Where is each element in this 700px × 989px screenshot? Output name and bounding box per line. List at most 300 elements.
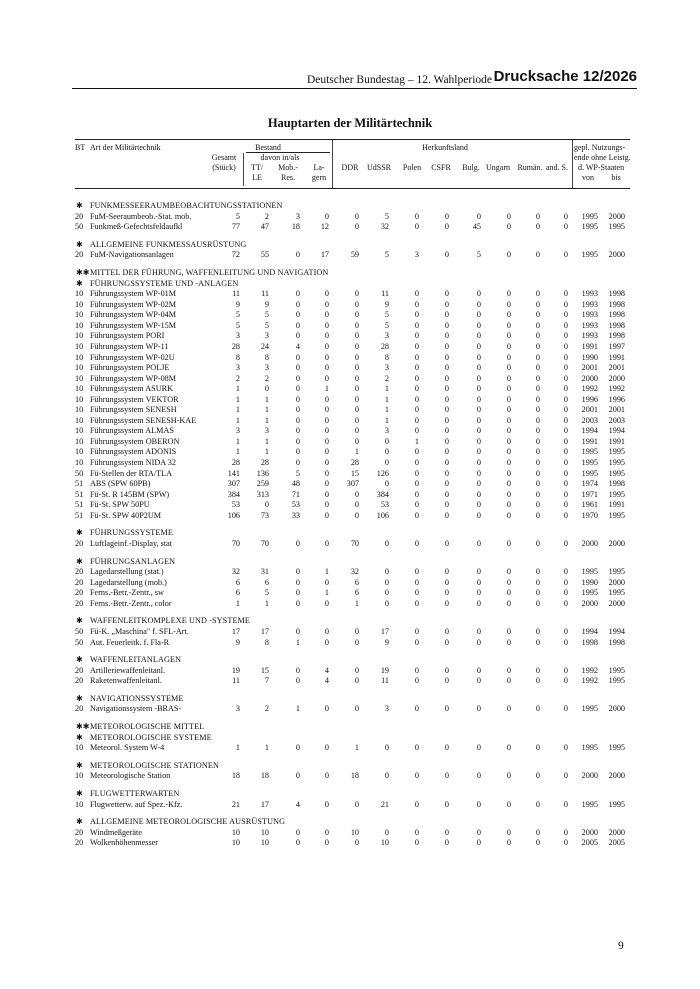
section-marker: ✱ xyxy=(76,278,83,288)
row-bt: 10 xyxy=(75,363,84,372)
table-row xyxy=(0,703,640,714)
row-value: 0 xyxy=(414,341,419,351)
row-value: 0 xyxy=(444,743,449,753)
table-row xyxy=(0,510,640,521)
row-value: 0 xyxy=(506,352,511,362)
section-row xyxy=(0,721,640,732)
row-value: 0 xyxy=(414,567,419,577)
row-value: 0 xyxy=(414,799,419,809)
row-value: 1 xyxy=(264,436,269,446)
row-value: 0 xyxy=(324,373,329,383)
row-value: 0 xyxy=(535,341,540,351)
row-value: 1990 xyxy=(581,577,598,587)
row-value: 6 xyxy=(354,588,359,598)
row-value: 21 xyxy=(231,799,240,809)
row-value: 0 xyxy=(414,598,419,608)
row-value: 2000 xyxy=(608,598,625,608)
row-value: 0 xyxy=(324,704,329,714)
row-value: 0 xyxy=(295,827,300,837)
row-value: 3 xyxy=(235,704,240,714)
row-value: 0 xyxy=(384,743,389,753)
row-bt: 20 xyxy=(75,538,84,548)
row-value: 1993 xyxy=(581,310,598,320)
row-value: 0 xyxy=(563,458,568,467)
row-value: 1961 xyxy=(581,500,598,510)
row-value: 2 xyxy=(264,211,269,221)
row-value: 2001 xyxy=(608,405,625,415)
row-value: 0 xyxy=(506,211,511,221)
row-value: 6 xyxy=(354,577,359,587)
row-value: 0 xyxy=(295,838,300,848)
row-value: 0 xyxy=(295,567,300,577)
row-bt: 20 xyxy=(75,567,84,577)
row-value: 1991 xyxy=(581,341,598,351)
row-value: 17 xyxy=(320,250,329,260)
table-row xyxy=(0,341,640,352)
row-value: 1998 xyxy=(608,289,625,299)
row-value: 0 xyxy=(563,373,568,383)
table-row xyxy=(0,249,640,260)
row-value: 0 xyxy=(414,299,419,309)
row-bt: 10 xyxy=(75,799,84,809)
row-value: 0 xyxy=(295,426,300,436)
row-value: 2000 xyxy=(581,373,598,383)
row-bt: 10 xyxy=(75,743,84,753)
row-value: 1995 xyxy=(581,743,598,753)
header-rule xyxy=(72,88,637,89)
row-value: 1998 xyxy=(608,331,625,341)
row-value: 70 xyxy=(231,538,240,548)
row-value: 8 xyxy=(264,637,269,647)
row-value: 6 xyxy=(264,577,269,587)
header-lagern-1: La- xyxy=(313,163,325,172)
row-value: 0 xyxy=(384,567,389,577)
row-value: 0 xyxy=(354,415,359,425)
row-label: Führungssystem SENESH xyxy=(90,405,177,415)
row-value: 2000 xyxy=(608,250,625,260)
row-value: 0 xyxy=(444,363,449,372)
row-value: 0 xyxy=(476,289,481,299)
row-value: 0 xyxy=(506,567,511,577)
row-value: 0 xyxy=(563,436,568,446)
row-value: 0 xyxy=(354,489,359,499)
row-value: 1 xyxy=(235,394,240,404)
row-value: 1 xyxy=(264,405,269,415)
row-value: 0 xyxy=(535,538,540,548)
row-value: 0 xyxy=(444,299,449,309)
row-value: 0 xyxy=(563,637,568,647)
row-value: 1993 xyxy=(581,289,598,299)
row-value: 31 xyxy=(260,567,269,577)
row-value: 0 xyxy=(563,500,568,510)
row-value: 0 xyxy=(535,211,540,221)
row-value: 1 xyxy=(324,588,329,598)
row-value: 0 xyxy=(563,567,568,577)
section-marker: ✱✱ xyxy=(76,722,90,732)
row-value: 32 xyxy=(350,567,359,577)
row-value: 33 xyxy=(291,510,300,520)
row-value: 0 xyxy=(414,827,419,837)
row-value: 0 xyxy=(295,405,300,415)
row-value: 0 xyxy=(535,299,540,309)
header-bestand: Bestand xyxy=(255,143,281,152)
row-label: Funkmeß-Gefechtsfeldaufkl xyxy=(90,222,183,232)
row-value: 307 xyxy=(346,479,359,489)
row-value: 1 xyxy=(264,447,269,457)
row-value: 5 xyxy=(384,310,389,320)
row-value: 0 xyxy=(444,510,449,520)
header-polen: Polen xyxy=(402,163,422,172)
row-value: 126 xyxy=(376,468,389,478)
row-value: 0 xyxy=(506,320,511,330)
row-value: 106 xyxy=(227,510,240,520)
row-value: 0 xyxy=(506,577,511,587)
section-row xyxy=(0,239,640,250)
row-label: Ferns.-Betr.-Zentr., color xyxy=(90,598,172,608)
row-value: 0 xyxy=(506,479,511,489)
row-value: 0 xyxy=(414,704,419,714)
row-value: 2 xyxy=(264,704,269,714)
row-value: 0 xyxy=(563,468,568,478)
table-row xyxy=(0,436,640,447)
row-value: 0 xyxy=(295,384,300,394)
row-value: 1 xyxy=(235,447,240,457)
row-value: 2000 xyxy=(608,827,625,837)
row-label: Führungssystem WP-15M xyxy=(90,320,177,330)
row-value: 0 xyxy=(324,743,329,753)
row-value: 21 xyxy=(380,799,389,809)
row-value: 0 xyxy=(563,838,568,848)
row-value: 0 xyxy=(476,489,481,499)
row-value: 5 xyxy=(264,588,269,598)
row-value: 0 xyxy=(506,289,511,299)
table-row xyxy=(0,446,640,457)
row-value: 0 xyxy=(563,289,568,299)
row-value: 0 xyxy=(563,211,568,221)
row-value: 1995 xyxy=(608,588,625,598)
header-lagern-2: gern xyxy=(311,173,327,182)
row-value: 0 xyxy=(414,405,419,415)
row-value: 3 xyxy=(264,426,269,436)
table-row xyxy=(0,538,640,549)
row-value: 0 xyxy=(324,299,329,309)
row-value: 24 xyxy=(260,341,269,351)
row-value: 1994 xyxy=(581,426,598,436)
row-value: 0 xyxy=(444,320,449,330)
row-value: 10 xyxy=(231,827,240,837)
row-value: 0 xyxy=(476,320,481,330)
row-value: 0 xyxy=(295,588,300,598)
row-value: 0 xyxy=(354,394,359,404)
row-value: 3 xyxy=(384,363,389,372)
row-value: 1992 xyxy=(581,384,598,394)
row-bt: 10 xyxy=(75,331,84,341)
section-row xyxy=(0,760,640,771)
header-mob-1: Mob.- xyxy=(278,163,298,172)
row-label: Lagedarstellung (mob.) xyxy=(90,577,167,587)
row-value: 0 xyxy=(506,838,511,848)
row-value: 0 xyxy=(295,676,300,686)
row-value: 2000 xyxy=(608,211,625,221)
table-row xyxy=(0,383,640,394)
row-value: 1 xyxy=(354,743,359,753)
row-value: 0 xyxy=(444,341,449,351)
row-label: Raketenwaffenleitanl. xyxy=(90,676,162,686)
row-value: 9 xyxy=(384,299,389,309)
row-value: 0 xyxy=(506,538,511,548)
row-value: 0 xyxy=(535,373,540,383)
row-value: 0 xyxy=(506,394,511,404)
row-value: 0 xyxy=(414,468,419,478)
row-value: 1995 xyxy=(581,211,598,221)
row-value: 0 xyxy=(444,799,449,809)
row-label: Fü-St. R 145BM (SPW) xyxy=(90,489,170,499)
row-value: 1992 xyxy=(581,665,598,675)
row-value: 0 xyxy=(563,341,568,351)
row-value: 0 xyxy=(414,394,419,404)
row-value: 0 xyxy=(476,676,481,686)
row-value: 0 xyxy=(535,468,540,478)
header-gesamt-1: Gesamt xyxy=(211,153,237,162)
row-value: 0 xyxy=(295,743,300,753)
row-value: 1995 xyxy=(608,743,625,753)
row-value: 0 xyxy=(535,415,540,425)
row-value: 1995 xyxy=(608,676,625,686)
row-value: 1 xyxy=(295,704,300,714)
row-value: 3 xyxy=(235,363,240,372)
row-value: 1998 xyxy=(608,479,625,489)
row-value: 1 xyxy=(324,384,329,394)
row-value: 2003 xyxy=(608,415,625,425)
row-value: 0 xyxy=(354,331,359,341)
section-row xyxy=(0,556,640,567)
row-value: 0 xyxy=(444,827,449,837)
row-value: 1991 xyxy=(608,500,625,510)
row-value: 1996 xyxy=(581,394,598,404)
row-value: 70 xyxy=(350,538,359,548)
row-value: 3 xyxy=(235,331,240,341)
row-value: 0 xyxy=(563,577,568,587)
row-bt: 50 xyxy=(75,468,84,478)
row-value: 0 xyxy=(354,676,359,686)
row-value: 0 xyxy=(476,743,481,753)
row-value: 2003 xyxy=(581,415,598,425)
table-row xyxy=(0,362,640,373)
row-value: 1991 xyxy=(608,436,625,446)
row-value: 1991 xyxy=(581,436,598,446)
row-value: 0 xyxy=(476,799,481,809)
row-value: 3 xyxy=(384,704,389,714)
section-row xyxy=(0,527,640,538)
row-value: 4 xyxy=(295,799,300,809)
row-value: 0 xyxy=(535,489,540,499)
row-value: 3 xyxy=(264,331,269,341)
row-value: 0 xyxy=(476,588,481,598)
header-gesamt-2: (Stück) xyxy=(212,163,236,172)
row-value: 0 xyxy=(324,799,329,809)
row-value: 0 xyxy=(444,838,449,848)
row-value: 0 xyxy=(444,704,449,714)
row-value: 106 xyxy=(376,510,389,520)
header-bis: bis xyxy=(611,173,621,182)
row-value: 0 xyxy=(414,222,419,232)
section-row xyxy=(0,816,640,827)
bestand-divider xyxy=(332,140,333,188)
row-value: 0 xyxy=(535,500,540,510)
row-value: 4 xyxy=(324,665,329,675)
section-label: FÜHRUNGSSYSTEME xyxy=(90,528,173,538)
row-value: 0 xyxy=(384,538,389,548)
row-value: 0 xyxy=(384,436,389,446)
section-marker: ✱ xyxy=(76,528,83,538)
row-bt: 50 xyxy=(75,627,84,636)
row-value: 0 xyxy=(444,373,449,383)
row-value: 0 xyxy=(535,394,540,404)
row-label: ABS (SPW 60PB) xyxy=(90,479,151,489)
header-udssr: UdSSR xyxy=(366,163,391,172)
table-row xyxy=(0,415,640,426)
row-value: 0 xyxy=(563,627,568,636)
section-label: METEOROLOGISCHE SYSTEME xyxy=(90,732,212,742)
row-value: 0 xyxy=(506,373,511,383)
row-bt: 20 xyxy=(75,827,84,837)
table-row xyxy=(0,352,640,363)
row-value: 2005 xyxy=(608,838,625,848)
row-value: 0 xyxy=(444,598,449,608)
row-value: 0 xyxy=(444,500,449,510)
row-value: 0 xyxy=(563,598,568,608)
row-value: 0 xyxy=(444,468,449,478)
row-value: 0 xyxy=(535,510,540,520)
row-value: 0 xyxy=(324,363,329,372)
row-label: Windmeßgeräte xyxy=(90,827,142,837)
table-row xyxy=(0,320,640,331)
row-label: Fü-Stellen der RTA/TLA xyxy=(90,468,173,478)
row-value: 0 xyxy=(444,637,449,647)
section-label: METEOROLOGISCHE MITTEL xyxy=(90,722,205,732)
row-value: 0 xyxy=(444,665,449,675)
row-value: 0 xyxy=(506,426,511,436)
row-value: 0 xyxy=(295,415,300,425)
row-value: 1 xyxy=(354,598,359,608)
row-value: 0 xyxy=(563,415,568,425)
row-value: 307 xyxy=(227,479,240,489)
row-value: 3 xyxy=(384,426,389,436)
row-value: 1995 xyxy=(608,447,625,457)
row-value: 1 xyxy=(235,598,240,608)
row-value: 0 xyxy=(295,250,300,260)
row-value: 0 xyxy=(414,426,419,436)
row-value: 1 xyxy=(384,405,389,415)
row-value: 1995 xyxy=(608,799,625,809)
row-value: 0 xyxy=(506,341,511,351)
row-value: 10 xyxy=(231,838,240,848)
row-value: 2 xyxy=(235,373,240,383)
row-label: Aut. Feuerleitk. f. Fla-R xyxy=(90,637,170,647)
row-value: 0 xyxy=(535,704,540,714)
table-row xyxy=(0,478,640,489)
row-value: 0 xyxy=(535,320,540,330)
row-value: 72 xyxy=(231,250,240,260)
row-value: 0 xyxy=(563,352,568,362)
row-value: 0 xyxy=(535,627,540,636)
row-value: 0 xyxy=(563,222,568,232)
row-bt: 10 xyxy=(75,341,84,351)
row-value: 0 xyxy=(324,341,329,351)
row-label: Führungssystem SENESH-KAE xyxy=(90,415,197,425)
row-value: 2001 xyxy=(608,363,625,372)
section-marker: ✱ xyxy=(76,616,83,626)
row-value: 45 xyxy=(472,222,481,232)
row-value: 0 xyxy=(563,799,568,809)
section-row xyxy=(0,654,640,665)
row-value: 0 xyxy=(535,676,540,686)
row-value: 0 xyxy=(295,458,300,467)
row-value: 1 xyxy=(384,384,389,394)
row-value: 2 xyxy=(384,373,389,383)
section-label: FLUGWETTERWARTEN xyxy=(90,789,180,798)
row-bt: 10 xyxy=(75,289,84,299)
row-value: 0 xyxy=(476,771,481,781)
row-value: 0 xyxy=(354,352,359,362)
row-bt: 51 xyxy=(75,510,84,520)
row-value: 0 xyxy=(324,458,329,467)
row-value: 1 xyxy=(384,394,389,404)
row-value: 0 xyxy=(354,405,359,415)
row-value: 0 xyxy=(506,299,511,309)
row-value: 0 xyxy=(563,447,568,457)
row-value: 0 xyxy=(354,363,359,372)
row-value: 0 xyxy=(384,827,389,837)
row-value: 0 xyxy=(414,500,419,510)
row-value: 1998 xyxy=(608,320,625,330)
row-value: 17 xyxy=(260,799,269,809)
row-value: 0 xyxy=(535,637,540,647)
row-bt: 51 xyxy=(75,489,84,499)
row-value: 1998 xyxy=(608,310,625,320)
row-value: 0 xyxy=(444,384,449,394)
table-row xyxy=(0,742,640,753)
row-label: Wolkenhöhenmesser xyxy=(90,838,159,848)
row-value: 1 xyxy=(354,447,359,457)
row-value: 0 xyxy=(563,331,568,341)
row-value: 1995 xyxy=(581,704,598,714)
header-ands: and. S. xyxy=(546,163,568,172)
row-value: 5 xyxy=(235,310,240,320)
table-row xyxy=(0,499,640,510)
row-value: 53 xyxy=(380,500,389,510)
row-value: 0 xyxy=(414,577,419,587)
row-value: 1998 xyxy=(608,299,625,309)
row-value: 0 xyxy=(414,415,419,425)
row-value: 0 xyxy=(414,665,419,675)
section-row xyxy=(0,278,640,289)
row-value: 1995 xyxy=(608,468,625,478)
row-value: 0 xyxy=(476,468,481,478)
row-value: 0 xyxy=(295,299,300,309)
row-value: 0 xyxy=(444,352,449,362)
row-value: 0 xyxy=(414,458,419,467)
row-value: 0 xyxy=(354,320,359,330)
table-top-rule xyxy=(75,139,630,140)
row-value: 1995 xyxy=(581,222,598,232)
row-value: 0 xyxy=(506,458,511,467)
section-marker: ✱✱ xyxy=(76,268,90,278)
row-value: 3 xyxy=(235,426,240,436)
row-value: 0 xyxy=(444,479,449,489)
row-value: 0 xyxy=(476,447,481,457)
table-row xyxy=(0,675,640,686)
